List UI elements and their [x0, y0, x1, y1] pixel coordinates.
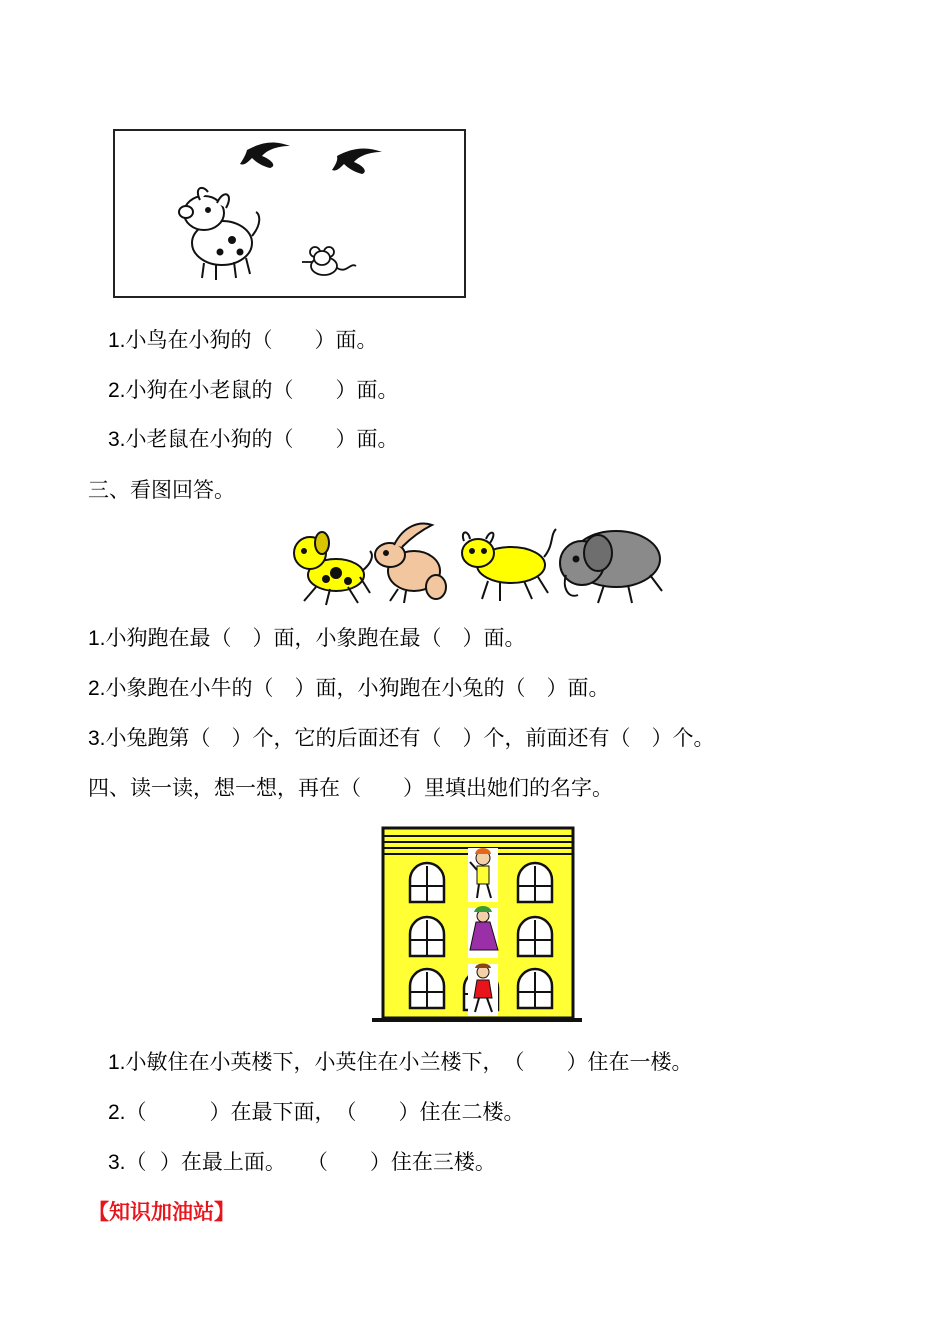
section-four-heading: 四、读一读，想一想，再在（ ）里填出她们的名字。 [88, 776, 613, 800]
elephant-icon [560, 531, 662, 603]
question-3-1: 1.小狗跑在最（ ）面，小象跑在最（ ）面。 [88, 626, 526, 650]
question-3-2: 2.小象跑在小牛的（ ）面，小狗跑在小兔的（ ）面。 [88, 676, 610, 700]
dog-icon [294, 532, 372, 605]
section-three-heading: 三、看图回答。 [88, 478, 235, 502]
question-2-2: 2.小狗在小老鼠的（ ）面。 [108, 378, 399, 402]
question-2-1: 1.小鸟在小狗的（ ）面。 [108, 328, 378, 352]
knowledge-station-heading: 【知识加油站】 [88, 1199, 235, 1224]
rabbit-icon [375, 524, 446, 603]
question-2-3: 3.小老鼠在小狗的（ ）面。 [108, 427, 399, 451]
question-4-1: 1.小敏住在小英楼下，小英住在小兰楼下， （ ）住在一楼。 [108, 1050, 693, 1074]
question-4-3: 3.（ ）在最上面。 （ ）住在三楼。 [108, 1150, 496, 1174]
birds-dog-mouse-picture [112, 128, 468, 300]
running-animals-picture [286, 515, 676, 610]
question-4-2: 2.（ ）在最下面， （ ）住在二楼。 [108, 1100, 525, 1124]
cow-icon [462, 529, 556, 601]
building-picture [358, 822, 594, 1024]
question-3-3: 3.小兔跑第（ ）个，它的后面还有（ ）个，前面还有（ ）个。 [88, 726, 715, 750]
